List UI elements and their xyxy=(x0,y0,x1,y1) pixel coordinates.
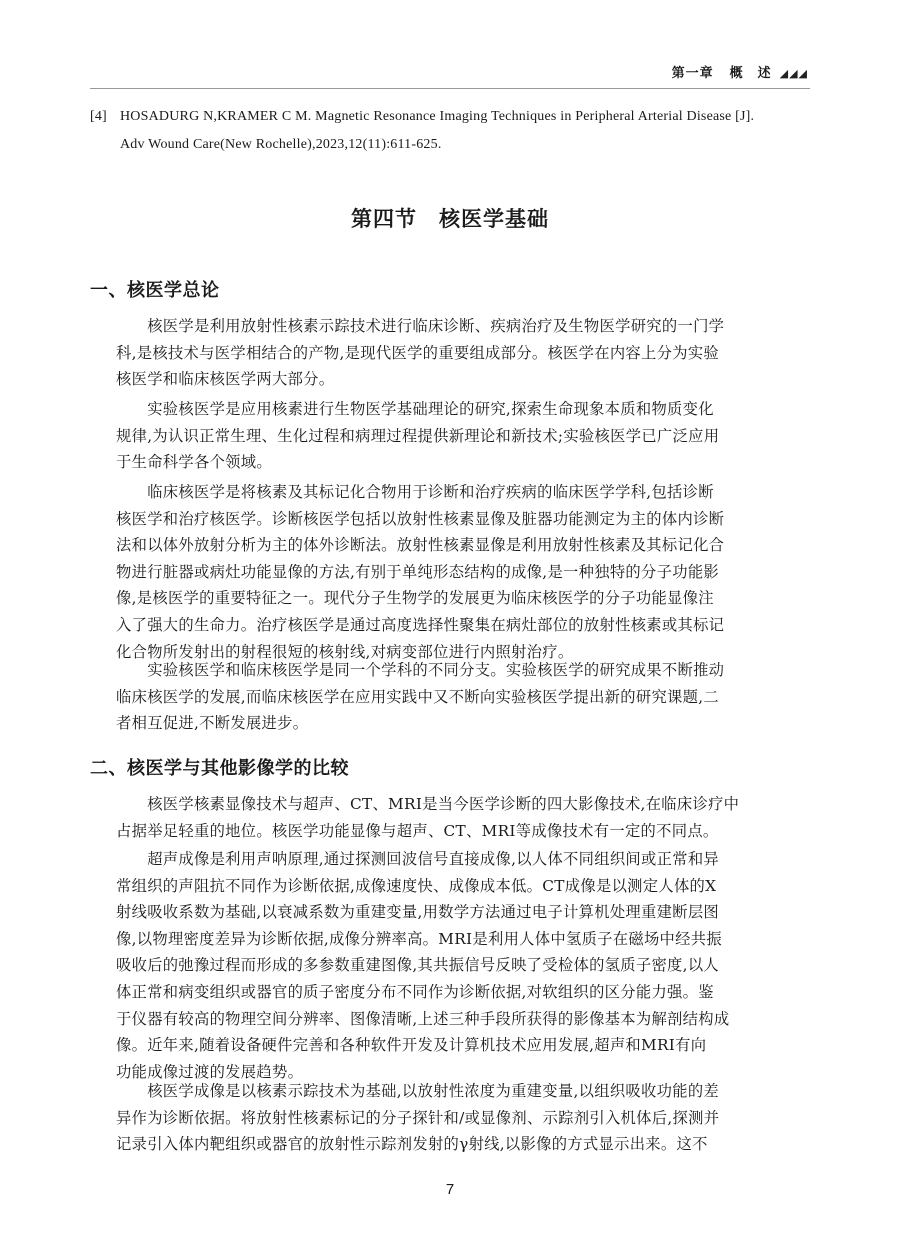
text-line: 化合物所发射出的射程很短的核射线,对病变部位进行内照射治疗。 xyxy=(116,642,574,661)
subsection-heading: 二、核医学与其他影像学的比较 xyxy=(90,758,349,779)
text-line: 于生命科学各个领域。 xyxy=(116,453,272,472)
text-line: 于仪器有较高的物理空间分辨率、图像清晰,上述三种手段所获得的影像基本为解剖结构成 xyxy=(116,1009,730,1028)
text-line: 异作为诊断依据。将放射性核素标记的分子探针和/或显像剂、示踪剂引入机体后,探测并 xyxy=(116,1108,720,1127)
text-line: 射线吸收系数为基础,以衰减系数为重建变量,用数学方法通过电子计算机处理重建断层图 xyxy=(116,903,720,922)
text-line: 占据举足轻重的地位。核医学功能显像与超声、CT、MRI等成像技术有一定的不同点。 xyxy=(116,821,719,840)
chapter-title: 概 述 xyxy=(729,66,772,81)
page-number: 7 xyxy=(445,1181,455,1198)
text-line: 体正常和病变组织或器官的质子密度分布不同作为诊断依据,对软组织的区分能力强。鉴 xyxy=(116,982,714,1001)
reference-line: HOSADURG N,KRAMER C M. Magnetic Resonance Imaging Techniques in Peripheral Arterial Disease [J]. xyxy=(120,109,755,124)
text-line: 像,是核医学的重要特征之一。现代分子生物学的发展更为临床核医学的分子功能显像注 xyxy=(116,589,714,608)
text-line: 核医学和临床核医学两大部分。 xyxy=(116,370,335,389)
paragraph xyxy=(116,1078,816,1158)
reference-number: [4] xyxy=(90,109,107,124)
header-rule xyxy=(90,88,810,89)
text-line: 核医学是利用放射性核素示踪技术进行临床诊断、疾病治疗及生物医学研究的一门学 xyxy=(116,317,725,335)
chapter-number: 第一章 xyxy=(671,66,714,81)
text-line: 功能成像过渡的发展趋势。 xyxy=(116,1062,304,1081)
text-line: 临床核医学的发展,而临床核医学在应用实践中又不断向实验核医学提出新的研究课题,二 xyxy=(116,687,720,706)
paragraph xyxy=(116,791,816,844)
text-line: 法和以体外放射分析为主的体外诊断法。放射性核素显像是利用放射性核素及其标记化合 xyxy=(116,536,725,555)
subsection-heading: 一、核医学总论 xyxy=(90,280,220,301)
running-header xyxy=(672,62,808,81)
text-line: 像。近年来,随着设备硬件完善和各种软件开发及计算机技术应用发展,超声和MRI有向 xyxy=(116,1036,707,1055)
text-line: 实验核医学是应用核素进行生物医学基础理论的研究,探索生命现象本质和物质变化 xyxy=(116,400,714,418)
paragraph xyxy=(116,657,816,737)
paragraph xyxy=(116,479,816,665)
text-line: 科,是核技术与医学相结合的产物,是现代医学的重要组成部分。核医学在内容上分为实验 xyxy=(116,343,720,362)
paragraph xyxy=(116,313,816,393)
text-line: 常组织的声阻抗不同作为诊断依据,成像速度快、成像成本低。CT成像是以测定人体的X xyxy=(116,876,717,895)
text-line: 核医学核素显像技术与超声、CT、MRI是当今医学诊断的四大影像技术,在临床诊疗中 xyxy=(116,795,740,813)
reference-line: Adv Wound Care(New Rochelle),2023,12(11):611-625. xyxy=(120,137,442,152)
section-number: 第四节 xyxy=(351,207,417,231)
text-line: 像,以物理密度差异为诊断依据,成像分辨率高。MRI是利用人体中氢质子在磁场中经共振 xyxy=(116,929,722,948)
paragraph xyxy=(116,846,816,1085)
text-line: 规律,为认识正常生理、生化过程和病理过程提供新理论和新技术;实验核医学已广泛应用 xyxy=(116,426,720,445)
text-line: 核医学和治疗核医学。诊断核医学包括以放射性核素显像及脏器功能测定为主的体内诊断 xyxy=(116,509,725,528)
text-line: 物进行脏器或病灶功能显像的方法,有别于单纯形态结构的成像,是一种独特的分子功能影 xyxy=(116,562,720,581)
text-line: 实验核医学和临床核医学是同一个学科的不同分支。实验核医学的研究成果不断推动 xyxy=(116,661,725,679)
triangle-decoration-icon: ◢◢◢ xyxy=(779,67,808,80)
reference-entry xyxy=(90,103,810,159)
text-line: 入了强大的生命力。治疗核医学是通过高度选择性聚集在病灶部位的放射性核素或其标记 xyxy=(116,615,725,634)
text-line: 记录引入体内靶组织或器官的放射性示踪剂发射的γ射线,以影像的方式显示出来。这不 xyxy=(116,1135,708,1154)
text-line: 超声成像是利用声呐原理,通过探测回波信号直接成像,以人体不同组织间或正常和异 xyxy=(116,850,720,868)
text-line: 核医学成像是以核素示踪技术为基础,以放射性浓度为重建变量,以组织吸收功能的差 xyxy=(116,1082,720,1100)
section-title xyxy=(0,203,900,233)
text-line: 者相互促进,不断发展进步。 xyxy=(116,714,309,733)
paragraph xyxy=(116,396,816,476)
text-line: 临床核医学是将核素及其标记化合物用于诊断和治疗疾病的临床医学学科,包括诊断 xyxy=(116,483,714,501)
section-name: 核医学基础 xyxy=(439,207,549,231)
text-line: 吸收后的弛豫过程而形成的多参数重建图像,其共振信号反映了受检体的氢质子密度,以人 xyxy=(116,956,720,975)
